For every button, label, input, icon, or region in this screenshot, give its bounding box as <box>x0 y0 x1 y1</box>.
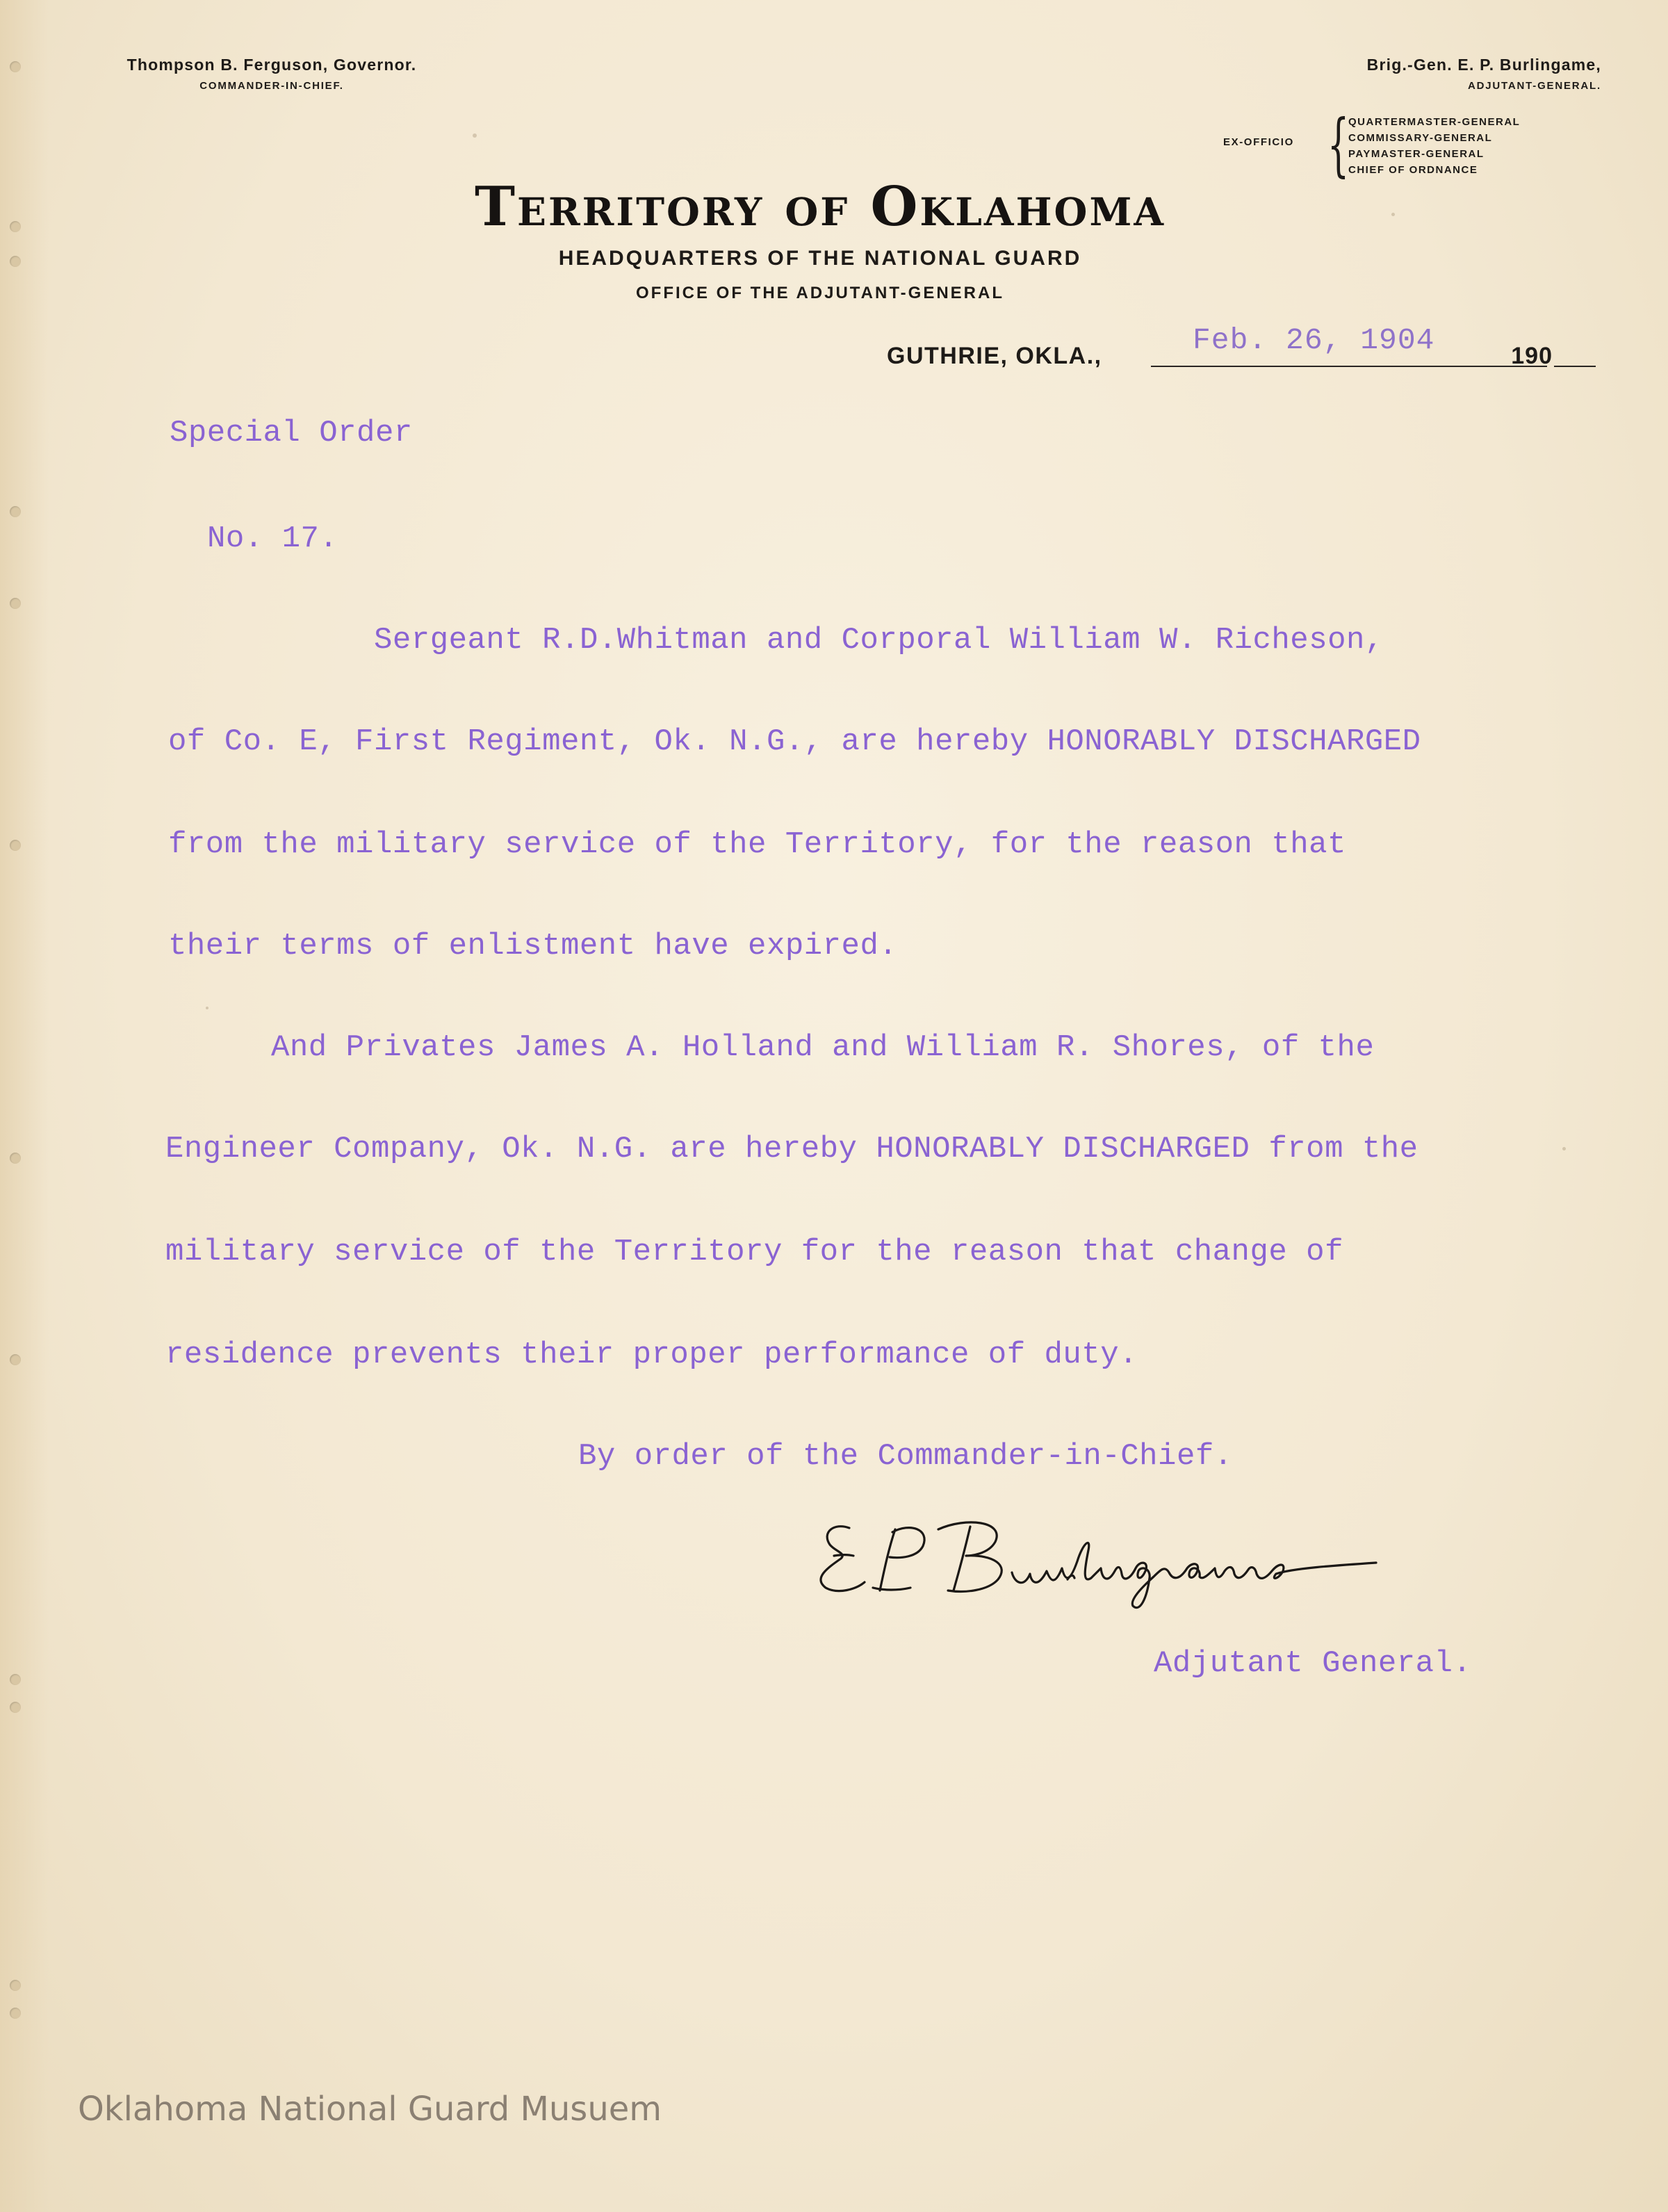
body-line: Engineer Company, Ok. N.G. are hereby HONORABLY DISCHARGED from the <box>165 1132 1418 1166</box>
place-name: GUTHRIE, OKLA., <box>887 343 1102 369</box>
body-line: of Co. E, First Regiment, Ok. N.G., are hereby HONORABLY DISCHARGED <box>168 724 1421 759</box>
dateline <box>887 320 1596 375</box>
governor-block <box>67 56 477 92</box>
body-line: Sergeant R.D.Whitman and Corporal William W. Richeson, <box>374 623 1384 658</box>
letterhead-title: Territory of Oklahoma <box>474 175 1166 238</box>
body-line: residence prevents their proper performance of duty. <box>165 1337 1138 1372</box>
year-prefix: 190 <box>1511 343 1553 369</box>
role-item: PAYMASTER-GENERAL <box>1348 148 1485 160</box>
order-number: No. 17. <box>207 521 338 556</box>
letter-date: Feb. 26, 1904 <box>1193 323 1435 357</box>
paper-speck <box>1562 1147 1566 1150</box>
paper-speck <box>206 1007 208 1009</box>
ex-officio-roles <box>1348 114 1520 178</box>
letterhead-subtitle-hq: HEADQUARTERS OF THE NATIONAL GUARD <box>558 247 1082 270</box>
letterhead-subtitle-office: OFFICE OF THE ADJUTANT-GENERAL <box>636 284 1004 302</box>
adjutant-title: ADJUTANT-GENERAL. <box>1468 80 1601 92</box>
body-line: from the military service of the Territory, for the reason that <box>168 827 1346 862</box>
museum-watermark: Oklahoma National Guard Musuem <box>78 2090 662 2129</box>
role-item: COMMISSARY-GENERAL <box>1348 132 1493 144</box>
governor-title: COMMANDER-IN-CHIEF. <box>199 80 344 92</box>
body-line: their terms of enlistment have expired. <box>168 929 898 963</box>
adjutant-name: Brig.-Gen. E. P. Burlingame, <box>1366 56 1601 74</box>
adjutant-block <box>1367 56 1601 92</box>
signature-image <box>806 1502 1432 1620</box>
paper-edge <box>0 0 49 2212</box>
closing-line: By order of the Commander-in-Chief. <box>578 1439 1233 1474</box>
date-rule-end <box>1554 366 1596 367</box>
paper-speck <box>1391 213 1395 216</box>
role-item: QUARTERMASTER-GENERAL <box>1348 116 1521 128</box>
body-line: military service of the Territory for the reason that change of <box>165 1235 1343 1269</box>
date-rule <box>1151 366 1547 367</box>
role-item: CHIEF OF ORDNANCE <box>1348 164 1478 176</box>
ex-officio-label: EX-OFFICIO <box>1223 136 1294 148</box>
order-heading: Special Order <box>170 416 413 450</box>
body-line: And Privates James A. Holland and William R. Shores, of the <box>271 1030 1375 1065</box>
governor-name: Thompson B. Ferguson, Governor. <box>126 56 417 74</box>
paper-speck <box>473 133 477 138</box>
brace-icon: { <box>1327 106 1350 185</box>
signer-title: Adjutant General. <box>1154 1646 1472 1681</box>
